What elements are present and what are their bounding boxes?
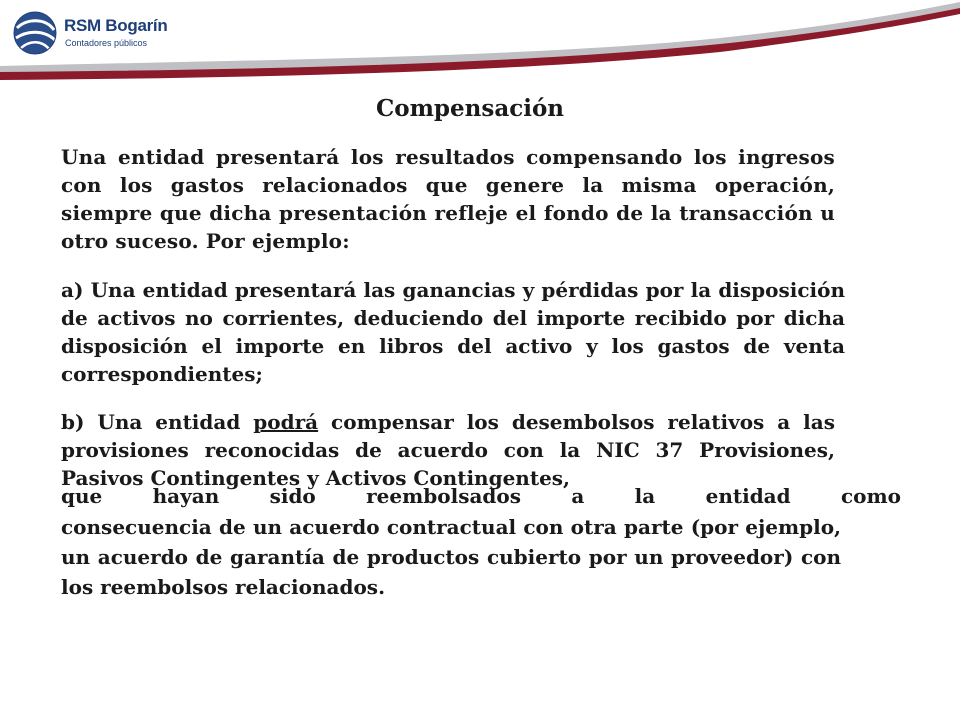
paragraph-b-rest: compensar los desembolsos relativos a las provisiones reconocidas de acuerdo con la NIC 37 Provisiones, Pasivos Contingentes y Activos Contingentes, [61,410,835,490]
paragraph-b-overlap-line: que hayan sido reembolsados a la entidad como [61,484,901,508]
logo-name: RSM Bogarín [64,16,168,35]
slide-title: Compensación [375,95,565,122]
paragraph-b-start: b) Una entidad [61,410,254,434]
paragraph-intro: Una entidad presentará los resultados compensando los ingresos con los gastos relacionados que genere la misma operación, siempre que dicha presentación refleje el fondo de la transacción u otro suceso. Por ejemplo: [61,145,835,253]
globe-icon [12,10,58,56]
underlined-word: podrá [253,410,319,434]
paragraph-a: a) Una entidad presentará las ganancias y pérdidas por la disposición de activos no corrientes, deduciendo del importe recibido por dicha disposición el importe en libros del activo y los gastos de venta correspondientes; [61,278,845,386]
paragraph-b-end: consecuencia de un acuerdo contractual con otra parte (por ejemplo, un acuerdo de garantía de productos cubierto por un proveedor) con los reembolsos relacionados. [61,515,841,599]
paragraph-b [61,408,835,492]
slide-header [0,0,960,80]
company-logo [12,10,168,60]
logo-subtitle: Contadores públicos [65,38,148,48]
